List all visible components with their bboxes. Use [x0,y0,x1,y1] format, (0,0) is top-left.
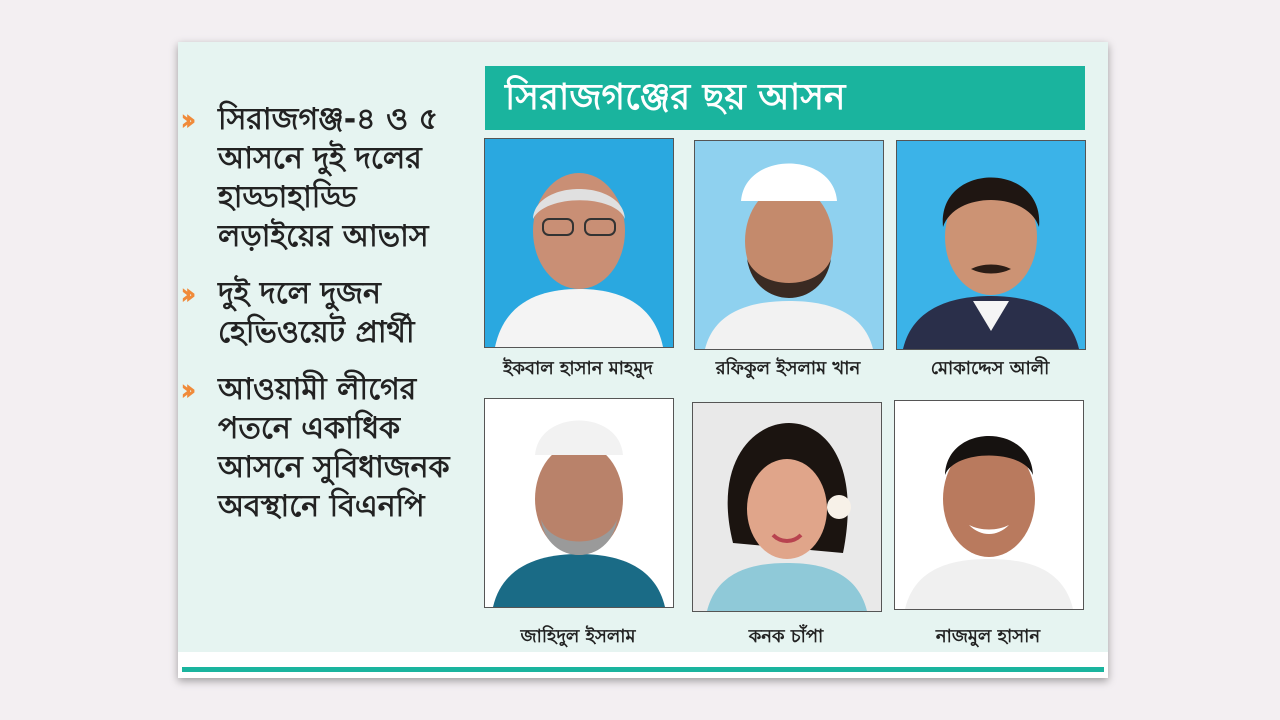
chevron-icon: ›› [180,373,189,408]
portrait-image [693,403,881,611]
candidate-photo [694,140,884,350]
footer-stripe [182,667,1104,672]
candidate-name: মোকাদ্দেস আলী [930,358,1050,379]
bullet-text: আওয়ামী লীগের পতনে একাধিক আসনে সুবিধাজনক অবস্থানে বিএনপি [218,372,450,524]
candidate-name: নাজমুল হাসান [935,626,1041,647]
candidate-photo [484,398,674,608]
portrait-image [695,141,883,349]
chevron-icon: ›› [180,277,189,312]
bullet-item [178,100,478,256]
candidate-photo [894,400,1084,610]
news-graphic-card [178,42,1108,678]
chevron-icon: ›› [180,103,189,138]
candidate-photo [692,402,882,612]
candidate-name: রফিকুল ইসলাম খান [715,358,861,379]
portrait-image [895,401,1083,609]
candidate-photo [896,140,1086,350]
candidate-name: কনক চাঁপা [748,626,824,647]
bullet-text: সিরাজগঞ্জ-৪ ও ৫ আসনে দুই দলের হাড্ডাহাড্ডি লড়াইয়ের আভাস [218,102,439,254]
portrait-image [485,139,673,347]
banner-title: সিরাজগঞ্জের ছয় আসন [505,77,846,118]
bullet-item [178,370,478,526]
bullet-list [178,100,478,544]
portrait-image [897,141,1085,349]
portrait-image [485,399,673,607]
bullet-text: দুই দলে দুজন হেভিওয়েট প্রার্থী [218,276,415,350]
card-footer [178,652,1108,678]
candidate-name: জাহিদুল ইসলাম [520,626,636,647]
title-banner [485,66,1085,130]
bullet-item [178,274,468,352]
candidate-name: ইকবাল হাসান মাহমুদ [503,358,653,379]
candidate-photo [484,138,674,348]
